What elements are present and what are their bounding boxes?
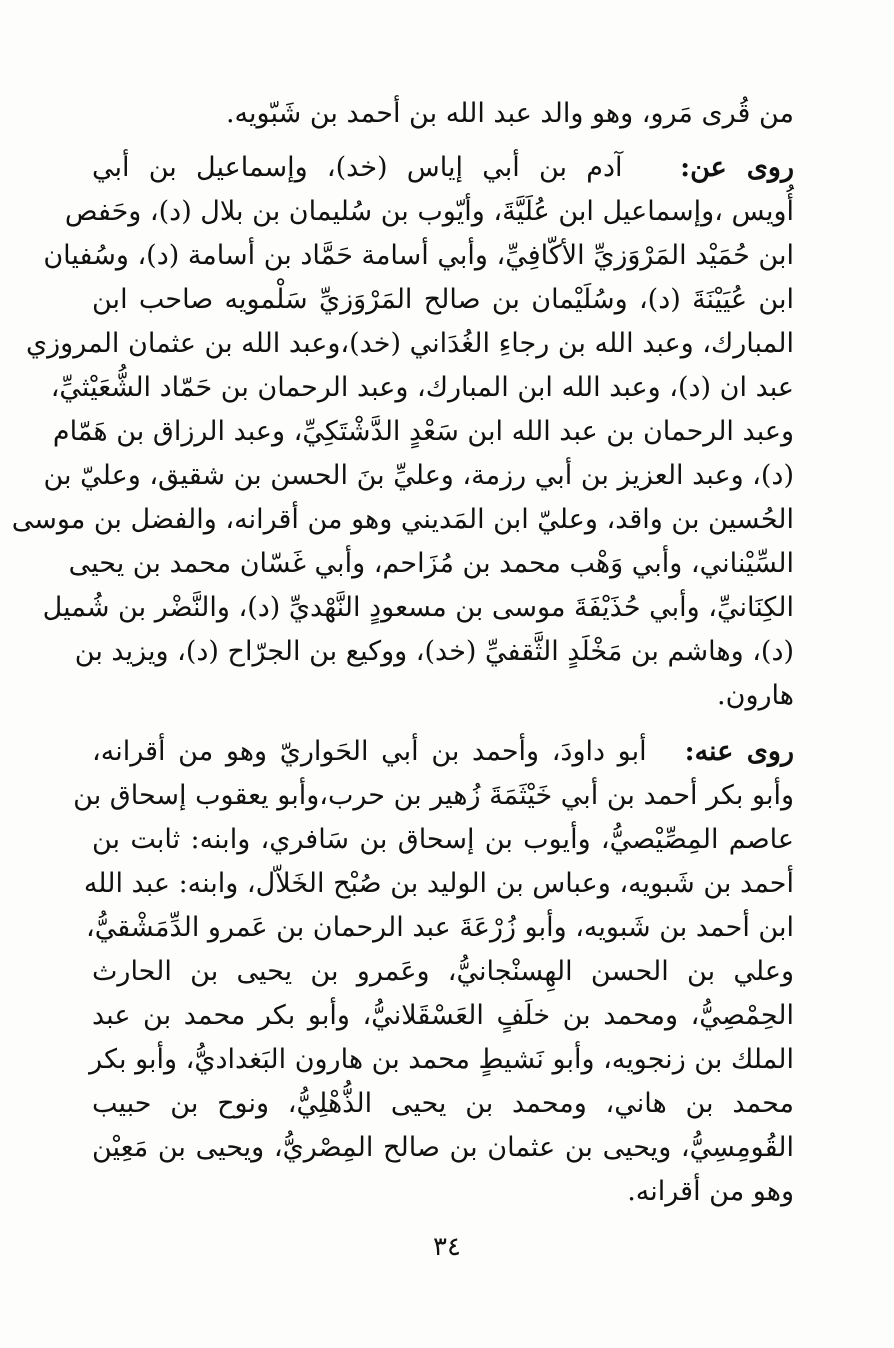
intro-paragraph [92,92,794,136]
narrated-by-line: وعلي بن الحسن الهِسنْجانيُّ، وعَمرو بن يحيى بن الحارث [92,956,794,987]
narrated-from-line: ابن عُيَيْنَةَ (د)، وسُلَيْمان بن صالح المَرْوَزيِّ سَلْمويه صاحب ابن [92,284,794,315]
narrated-by-line: وهو من أقرانه. [627,1176,794,1207]
narrated-from-line: أُويس ،وإسماعيل ابن عُلَيَّةَ، وأيّوب بن سُليمان بن بلال (د)، وحَفص [64,196,794,227]
narrated-from-section [11,146,795,718]
narrated-from-line: وعبد الرحمان بن عبد الله ابن سَعْدٍ الدَّشْتَكِيِّ، وعبد الرزاق بن هَمّام [52,416,794,447]
narrated-by-line: الحِمْصِيُّ، ومحمد بن خلَفٍ العَسْقَلانيُّ، وأبو بكر محمد بن عبد [92,1000,794,1031]
narrated-from-first-text: آدم بن أبي إياس (خد)، وإسماعيل بن أبي [92,152,623,183]
narrated-by-line: القُومِسِيُّ، ويحيى بن عثمان بن صالح المِصْريُّ، ويحيى بن مَعِيْن [92,1132,794,1163]
narrated-from-line: هارون. [717,680,794,711]
narrated-by-first-line [92,730,794,774]
document-page [11,92,795,1292]
narrated-by-label: روى عنه: [684,736,794,767]
narrated-from-line: (د)، وهاشم بن مَخْلَدٍ الثَّقفيِّ (خد)، ووكيع بن الجرّاح (د)، ويزيد بن [74,636,794,667]
narrated-by-line: محمد بن هاني، ومحمد بن يحيى الذُّهْلِيُّ، ونوح بن حبيب [92,1088,794,1119]
narrated-by-line: وأبو بكر أحمد بن أبي خَيْثَمَةَ زُهير بن حرب،وأبو يعقوب إسحاق بن [73,780,794,811]
narrated-from-line: السِّيْناني، وأبي وَهْب محمد بن مُزَاحم، وأبي غَسّان محمد بن يحيى [68,548,794,579]
narrated-from-label: روى عن: [680,152,795,183]
narrated-from-first-line [92,146,794,190]
narrated-from-line: (د)، وعبد العزيز بن أبي رزمة، وعليِّ بنَ الحسن بن شقيق، وعليّ بن [43,460,794,491]
narrated-by-line: الملك بن زنجويه، وأبو نَشيطٍ محمد بن هارون البَغداديُّ، وأبو بكر [89,1044,794,1075]
narrated-from-line: الكِنَانيِّ، وأبي حُذَيْفَةَ موسى بن مسعودٍ النَّهْديِّ (د)، والنَّضْر بن شُميل [42,592,794,623]
narrated-from-line: ابن حُمَيْد المَرْوَزيِّ الأكّافِيِّ، وأبي أسامة حَمَّاد بن أسامة (د)، وسُفيان [43,240,794,271]
narrated-by-line: ابن أحمد بن شَبويه، وأبو زُرْعَةَ عبد الرحمان بن عَمرو الدِّمَشْقيُّ، [86,912,794,943]
narrated-from-line: المبارك، وعبد الله بن رجاءِ الغُدَاني (خد)،وعبد الله بن عثمان المروزي [25,328,794,359]
page-number: ٣٤ [433,1232,461,1262]
narrated-from-line: عبد ان (د)، وعبد الله ابن المبارك، وعبد الرحمان بن حَمّاد الشُّعَيْثيِّ، [50,372,794,403]
narrated-from-line: الحُسين بن واقد، وعليّ ابن المَديني وهو من أقرانه، والفضل بن موسى [11,504,794,535]
intro-line: من قُرى مَرو، وهو والد عبد الله بن أحمد بن شَبّويه. [225,98,794,129]
narrated-by-line: عاصم المِصِّيْصيُّ، وأيوب بن إسحاق بن سَافري، وابنه: ثابت بن [92,824,794,855]
narrated-by-section [73,730,794,1214]
narrated-by-first-text: أبو داودَ، وأحمد بن أبي الحَواريّ وهو من أقرانه، [92,736,647,767]
narrated-by-line: أحمد بن شَبويه، وعباس بن الوليد بن صُبْح الخَلاّل، وابنه: عبد الله [83,868,794,899]
